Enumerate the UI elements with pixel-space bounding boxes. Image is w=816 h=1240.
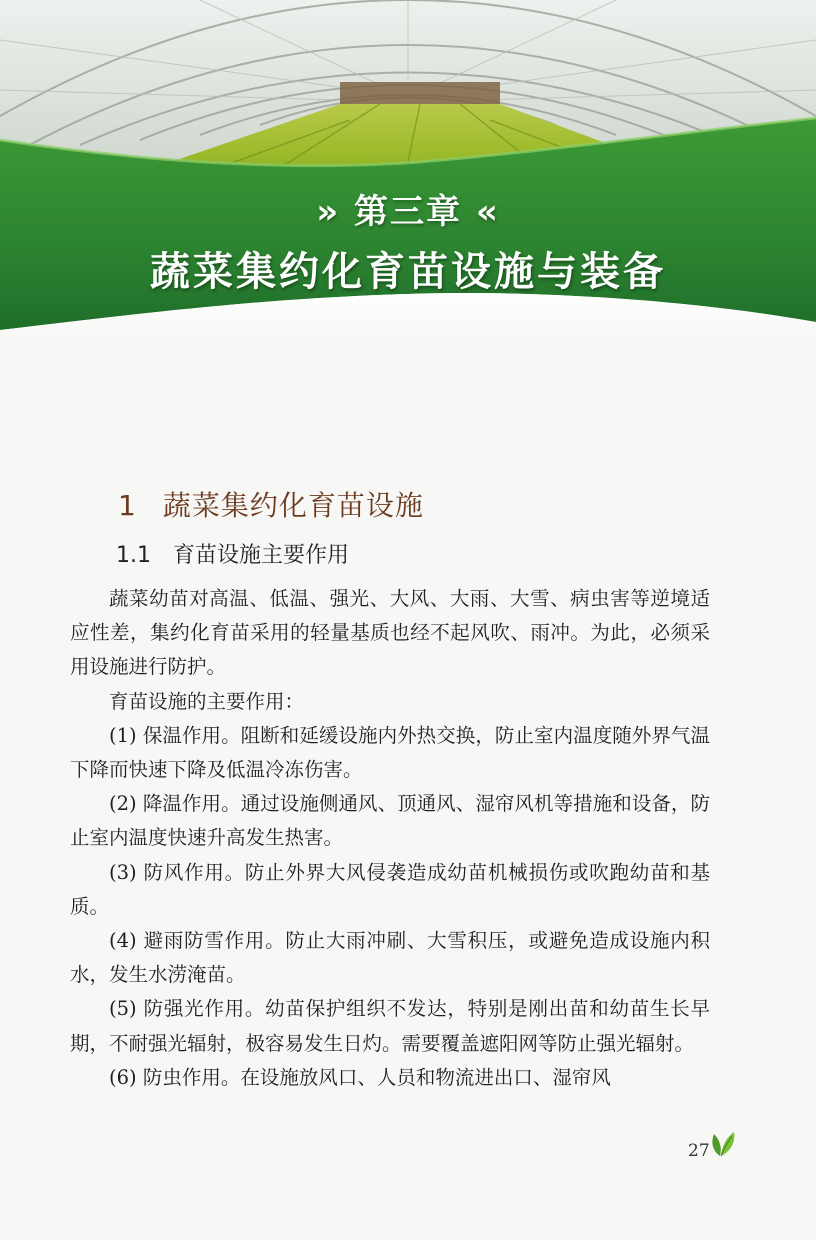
subsection-number: 1.1 xyxy=(116,543,151,568)
paragraph: (5) 防强光作用。幼苗保护组织不发达，特别是刚出苗和幼苗生长早期，不耐强光辐射，极容易发生日灼。需要覆盖遮阳网等防止强光辐射。 xyxy=(70,997,710,1055)
chapter-title: 蔬菜集约化育苗设施与装备 xyxy=(150,249,666,295)
paragraph: (4) 避雨防雪作用。防止大雨冲刷、大雪积压，或避免造成设施内积水，发生水涝淹苗。 xyxy=(70,929,710,987)
section-heading xyxy=(118,484,424,524)
paragraph: (3) 防风作用。防止外界大风侵袭造成幼苗机械损伤或吹跑幼苗和基质。 xyxy=(70,860,710,918)
subsection-title: 育苗设施主要作用 xyxy=(173,543,350,568)
chapter-label: » 第三章 « xyxy=(316,192,500,232)
leaf-icon xyxy=(708,1128,736,1158)
paragraph: (1) 保温作用。阻断和延缓设施内外热交换，防止室内温度随外界气温下降而快速下降及低温冷冻伤害。 xyxy=(70,723,710,782)
page-number: 27 xyxy=(688,1141,710,1161)
paragraph: (2) 降温作用。通过设施侧通风、顶通风、湿帘风机等措施和设备，防止室内温度快速升高发生热害。 xyxy=(70,792,710,850)
paragraph: (6) 防虫作用。在设施放风口、人员和物流进出口、湿帘风 xyxy=(109,1065,611,1089)
subsection-heading xyxy=(116,538,349,569)
paragraph: 育苗设施的主要作用： xyxy=(109,689,305,713)
chapter-header-banner xyxy=(0,0,816,340)
section-number: 1 xyxy=(118,489,137,522)
section-title: 蔬菜集约化育苗设施 xyxy=(162,489,424,522)
paragraph: 蔬菜幼苗对高温、低温、强光、大风、大雨、大雪、病虫害等逆境适应性差，集约化育苗采用的轻量基质也经不起风吹、雨冲。为此，必须采用设施进行防护。 xyxy=(70,587,710,679)
body-text xyxy=(70,582,710,1095)
